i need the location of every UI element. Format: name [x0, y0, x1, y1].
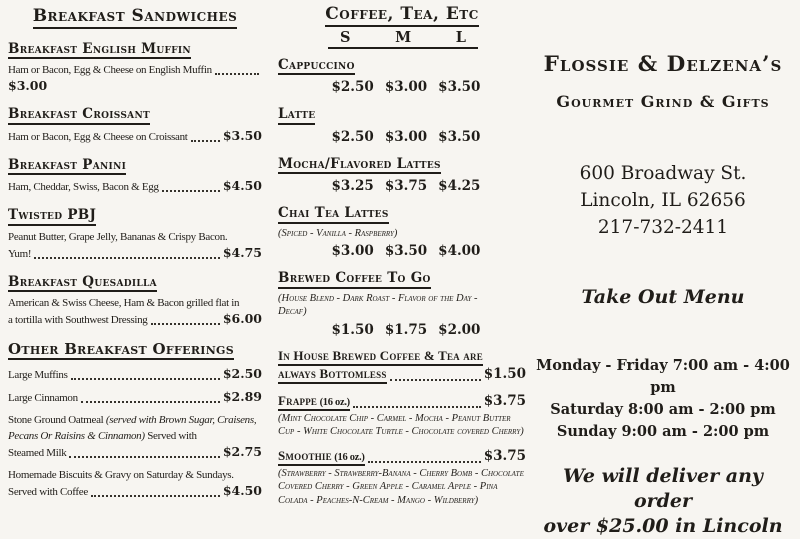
- bottomless-line1: In House Brewed Coffee & Tea are: [278, 349, 483, 366]
- oatmeal-text-italic: (served with Brown Sugar, Craisens, Pecans Or Raisins & Cinnamon): [8, 414, 257, 443]
- price-small: $2.50: [331, 128, 374, 145]
- dot-leader: [69, 456, 219, 458]
- size-header-row: [328, 29, 478, 49]
- size-large-label: L: [455, 28, 466, 46]
- item-description: Ham or Bacon, Egg & Cheese on English Muffin: [8, 64, 212, 77]
- delivery-note: [532, 464, 794, 539]
- business-name: Flossie & Delzena’s: [543, 52, 783, 77]
- dot-leader: [91, 495, 220, 497]
- coffee-item-chai-tea-lattes: [278, 205, 526, 261]
- menu-item-panini: [8, 157, 262, 196]
- hours-saturday: Saturday 8:00 am - 2:00 pm: [550, 401, 776, 418]
- coffee-item-brewed-to-go: [278, 270, 526, 340]
- coffee-item-frappe: [278, 393, 526, 439]
- item-heading: [8, 41, 262, 60]
- item-description: a tortilla with Southwest Dressing: [8, 314, 148, 327]
- item-price: $2.50: [222, 366, 262, 382]
- price-row: [326, 78, 486, 97]
- item-description: Yum!: [8, 247, 32, 260]
- item-heading: [8, 157, 262, 176]
- dot-leader: [162, 190, 220, 192]
- price-large: $3.50: [438, 79, 481, 96]
- delivery-line2: over $25.00 in Lincoln: [543, 515, 783, 537]
- item-heading: [8, 106, 262, 125]
- menu-item-croissant: [8, 106, 262, 145]
- item-heading: [8, 274, 262, 293]
- price-row: [326, 321, 486, 340]
- item-heading: [8, 207, 262, 226]
- dot-leader: [34, 257, 220, 259]
- dot-leader: [81, 401, 220, 403]
- item-price-row: [8, 444, 262, 461]
- price-small: $3.25: [331, 178, 374, 195]
- coffee-panel: [278, 4, 526, 516]
- price-medium: $1.75: [384, 321, 428, 338]
- hours-sunday: Sunday 9:00 am - 2:00 pm: [556, 423, 770, 440]
- item-heading-text: Other Breakfast Offerings: [8, 341, 234, 360]
- hours-weekday: Monday - Friday 7:00 am - 4:00 pm: [536, 357, 790, 396]
- item-description: Ham, Cheddar, Swiss, Bacon & Egg: [8, 181, 159, 194]
- price-row: [326, 177, 486, 196]
- item-heading-text: Breakfast Panini: [8, 158, 126, 176]
- flavor-list: (House Blend - Dark Roast - Flavor of the Day - Decaf): [278, 292, 478, 318]
- dot-leader: [368, 461, 481, 463]
- item-description: [8, 412, 262, 444]
- business-address-block: [532, 160, 794, 241]
- dot-leader: [151, 323, 220, 325]
- item-heading-text: Brewed Coffee To Go: [278, 271, 431, 289]
- info-panel: [532, 0, 794, 537]
- item-description-row-2: [8, 245, 262, 262]
- item-price-row: [8, 483, 262, 500]
- item-price: $6.00: [222, 311, 262, 327]
- offering-biscuits-gravy: [8, 467, 262, 500]
- item-heading: [278, 106, 526, 125]
- coffee-item-mocha-flavored-lattes: [278, 156, 526, 197]
- item-heading-text: Cappuccino: [278, 58, 355, 76]
- price-medium: $3.50: [384, 243, 428, 260]
- item-heading: [278, 156, 526, 175]
- item-heading-text: Mocha/Flavored Lattes: [278, 157, 441, 175]
- item-description: Large Cinnamon: [8, 392, 78, 405]
- oatmeal-text-post: Served with: [144, 430, 197, 443]
- item-description-row: [8, 178, 262, 195]
- coffee-item-latte: [278, 106, 526, 147]
- menu-item-quesadilla: [8, 274, 262, 329]
- delivery-line1: We will deliver any order: [563, 465, 763, 512]
- item-heading: [278, 57, 526, 76]
- item-heading: [278, 205, 526, 224]
- breakfast-panel: [8, 6, 262, 512]
- price-small: $1.50: [331, 321, 374, 338]
- smoothie-heading-row: [278, 448, 526, 466]
- price-large: $2.00: [438, 321, 481, 338]
- price-small: $3.00: [331, 243, 374, 260]
- item-heading-text: Breakfast Quesadilla: [8, 275, 157, 293]
- offering-oatmeal: [8, 412, 262, 461]
- address-line2: Lincoln, IL 62656: [580, 190, 746, 211]
- dot-leader: [215, 73, 259, 75]
- item-description-row: [8, 128, 262, 145]
- item-heading-text: Breakfast English Muffin: [8, 42, 191, 60]
- item-description-row: [8, 295, 262, 311]
- coffee-item-bottomless: [278, 349, 526, 384]
- price-large: $3.50: [438, 128, 481, 145]
- item-heading-text: Twisted PBJ: [8, 208, 96, 226]
- address-line1: 600 Broadway St.: [579, 163, 747, 184]
- item-price: $3.00: [8, 78, 48, 94]
- business-tagline: Gourmet Grind & Gifts: [556, 92, 770, 111]
- dot-leader: [353, 406, 481, 408]
- item-heading: [278, 270, 526, 289]
- item-description-row-2: [8, 311, 262, 328]
- frappe-heading: [278, 394, 350, 411]
- frappe-size-note: (16 oz.): [319, 396, 350, 408]
- item-price: $2.75: [222, 444, 262, 460]
- item-description: Peanut Butter, Grape Jelly, Bananas & Crispy Bacon.: [8, 230, 228, 243]
- bottomless-line1-row: [278, 349, 526, 366]
- flavor-list: (Spiced - Vanilla - Raspberry): [278, 227, 398, 239]
- menu-type-label: Take Out Menu: [581, 286, 745, 308]
- item-heading: [8, 340, 262, 360]
- smoothie-size-note: (16 oz.): [334, 451, 365, 463]
- item-description: American & Swiss Cheese, Ham & Bacon grilled flat in: [8, 297, 240, 310]
- coffee-item-cappuccino: [278, 57, 526, 98]
- phone-number: 217-732-2411: [597, 217, 729, 238]
- flavor-list: (Strawberry - Strawberry-Banana - Cherry Bomb - Chocolate Covered Cherry - Green Apple - Caramel Apple - Pina Colada - Peaches-N-Cream - Mango - Wildberry): [278, 467, 524, 506]
- price-row: [326, 128, 486, 147]
- item-description-row: [8, 467, 262, 483]
- price-large: $4.25: [438, 178, 481, 195]
- size-small-label: S: [340, 28, 351, 46]
- smoothie-heading: [278, 449, 365, 466]
- menu-item-twisted-pbj: [8, 207, 262, 262]
- menu-item-english-muffin: [8, 41, 262, 95]
- item-price: $4.50: [222, 178, 262, 194]
- frappe-heading-row: [278, 393, 526, 411]
- breakfast-section-title-text: Breakfast Sandwiches: [33, 7, 238, 29]
- item-heading-text: Chai Tea Lattes: [278, 206, 389, 224]
- coffee-section-title-text: Coffee, Tea, Etc: [325, 5, 479, 27]
- offering-large-muffins: [8, 366, 262, 383]
- coffee-section-title: [278, 4, 526, 27]
- price-medium: $3.00: [384, 128, 428, 145]
- price-medium: $3.75: [384, 178, 428, 195]
- item-description: Large Muffins: [8, 369, 68, 382]
- item-price: $3.75: [483, 392, 526, 409]
- price-large: $4.00: [438, 243, 481, 260]
- dot-leader: [390, 379, 481, 381]
- item-price: $3.75: [483, 447, 526, 464]
- item-price: $2.89: [222, 389, 262, 405]
- price-row: [326, 242, 486, 261]
- item-heading-text: Latte: [278, 107, 315, 125]
- dot-leader: [71, 378, 220, 380]
- flavor-list: (Mint Chocolate Chip - Carmel - Mocha - Peanut Butter Cup - White Chocolate Turtle - Chocolate covered Cherry): [278, 412, 524, 438]
- item-price-row: [8, 78, 262, 94]
- item-price: $1.50: [483, 365, 526, 382]
- breakfast-section-title: [8, 6, 262, 29]
- bottomless-line2-row: [278, 366, 526, 384]
- item-description: Homemade Biscuits & Gravy on Saturday & Sundays.: [8, 469, 234, 482]
- item-price: $4.50: [222, 483, 262, 499]
- price-medium: $3.00: [384, 79, 428, 96]
- coffee-item-smoothie: [278, 448, 526, 508]
- item-price: $3.50: [222, 127, 262, 143]
- offering-large-cinnamon: [8, 389, 262, 406]
- price-small: $2.50: [331, 79, 374, 96]
- bottomless-line2: always Bottomless: [278, 367, 387, 384]
- item-description-row: [8, 62, 262, 78]
- item-description: Ham or Bacon, Egg & Cheese on Croissant: [8, 130, 188, 143]
- item-description: Served with Coffee: [8, 486, 88, 499]
- other-breakfast-offerings: [8, 340, 262, 500]
- size-medium-label: M: [395, 28, 412, 46]
- frappe-heading-text: Frappe: [278, 392, 318, 408]
- item-heading-text: Breakfast Croissant: [8, 107, 150, 125]
- business-hours-block: [532, 355, 794, 443]
- smoothie-heading-text: Smoothie: [278, 447, 332, 463]
- item-price: $4.75: [222, 244, 262, 260]
- item-description: Steamed Milk: [8, 447, 67, 460]
- item-description-row: [8, 229, 262, 245]
- oatmeal-text-pre: Stone Ground Oatmeal: [8, 414, 106, 427]
- dot-leader: [191, 140, 220, 142]
